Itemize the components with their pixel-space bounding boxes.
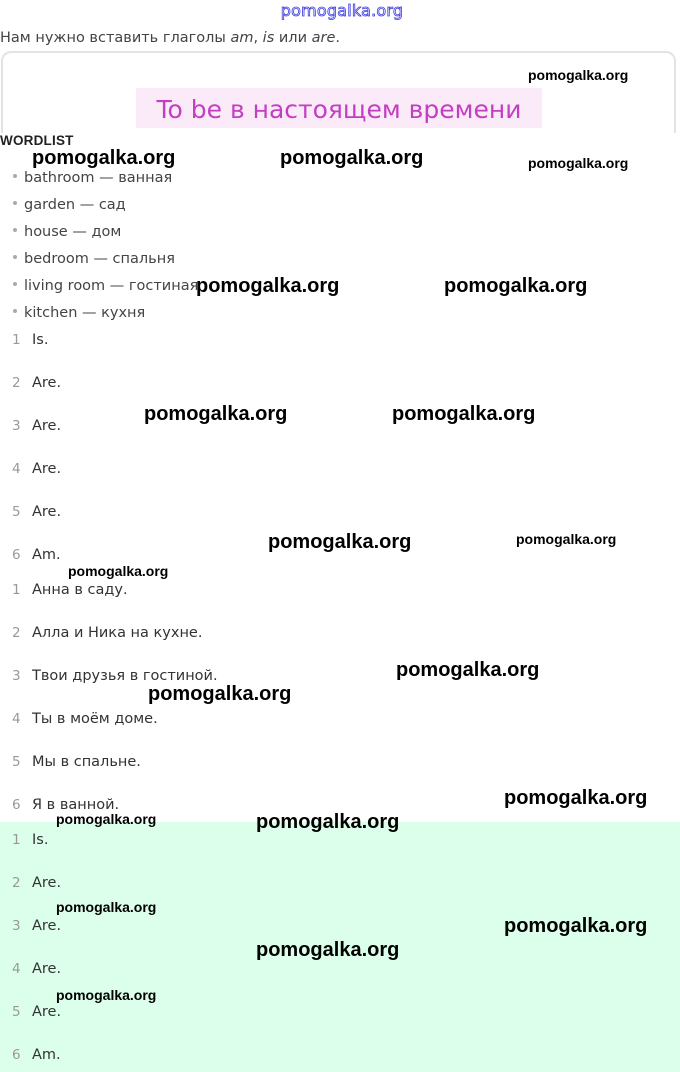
intro-sep: , [253, 30, 263, 46]
answer-text: Are. [32, 918, 62, 934]
watermark: pomogalka.org [392, 403, 536, 425]
translation-text: Я в ванной. [32, 797, 120, 813]
answer-row [12, 332, 48, 348]
answer-row [12, 1004, 61, 1020]
answer-row [12, 418, 61, 434]
wordlist-item [13, 224, 121, 240]
answer-number: 5 [12, 1004, 21, 1020]
site-logo[interactable]: pomogalka.org [280, 1, 404, 20]
bullet-icon [13, 228, 17, 232]
wordlist-label: WORDLIST [0, 133, 74, 148]
answer-row [12, 832, 48, 848]
wordlist-item-text: bathroom — ванная [24, 170, 173, 186]
intro-text [0, 30, 340, 46]
intro-before: Нам нужно вставить глаголы [0, 30, 231, 46]
answer-text: Are. [32, 418, 62, 434]
wordlist-item-text: bedroom — спальня [24, 251, 175, 267]
watermark: pomogalka.org [256, 939, 400, 961]
answer-text: Are. [32, 961, 62, 977]
answer-row [12, 547, 61, 563]
answer-row [12, 375, 61, 391]
answer-text: Are. [32, 461, 62, 477]
translation-number: 1 [12, 582, 21, 598]
translation-number: 3 [12, 668, 21, 684]
answer-number: 6 [12, 547, 21, 563]
answer-number: 1 [12, 832, 21, 848]
answer-text: Am. [32, 547, 61, 563]
intro-after: . [335, 30, 340, 46]
answer-text: Are. [32, 875, 62, 891]
answer-text: Is. [32, 332, 49, 348]
answer-number: 4 [12, 961, 21, 977]
watermark: pomogalka.org [196, 275, 340, 297]
translation-row [12, 711, 158, 727]
wordlist-item [13, 197, 126, 213]
topic-title: To be в настоящем времени [136, 88, 542, 128]
bullet-icon [13, 282, 17, 286]
translation-number: 2 [12, 625, 21, 641]
translation-text: Мы в спальне. [32, 754, 141, 770]
watermark: pomogalka.org [396, 659, 540, 681]
translation-text: Анна в саду. [32, 582, 128, 598]
watermark: pomogalka.org [444, 275, 588, 297]
bullet-icon [13, 309, 17, 313]
answer-number: 1 [12, 332, 21, 348]
answer-number: 2 [12, 375, 21, 391]
watermark: pomogalka.org [56, 987, 157, 1003]
translation-number: 5 [12, 754, 21, 770]
answer-number: 3 [12, 418, 21, 434]
translation-text: Алла и Ника на кухне. [32, 625, 203, 641]
watermark: pomogalka.org [516, 531, 617, 547]
wordlist-item [13, 305, 145, 321]
answer-number: 3 [12, 918, 21, 934]
bullet-icon [13, 174, 17, 178]
answer-text: Are. [32, 1004, 62, 1020]
watermark: pomogalka.org [144, 403, 288, 425]
watermark: pomogalka.org [280, 147, 424, 169]
translation-number: 4 [12, 711, 21, 727]
wordlist-item-text: garden — сад [24, 197, 126, 213]
watermark: pomogalka.org [528, 67, 629, 83]
translation-row [12, 754, 141, 770]
answer-row [12, 461, 61, 477]
answer-text: Is. [32, 832, 49, 848]
watermark: pomogalka.org [68, 563, 169, 579]
wordlist-item [13, 251, 175, 267]
answer-row [12, 504, 61, 520]
answer-text: Am. [32, 1047, 61, 1063]
answer-row [12, 918, 61, 934]
watermark: pomogalka.org [504, 787, 648, 809]
bullet-icon [13, 201, 17, 205]
translation-number: 6 [12, 797, 21, 813]
intro-sep: или [274, 30, 312, 46]
intro-word-are: are [311, 30, 336, 46]
wordlist-item-text: kitchen — кухня [24, 305, 146, 321]
answer-number: 2 [12, 875, 21, 891]
intro-word-is: is [262, 30, 275, 46]
watermark: pomogalka.org [268, 531, 412, 553]
answer-row [12, 1047, 61, 1063]
wordlist-item [13, 278, 198, 294]
watermark: pomogalka.org [56, 899, 157, 915]
answer-row [12, 875, 61, 891]
watermark: pomogalka.org [56, 811, 157, 827]
wordlist-item [13, 170, 172, 186]
watermark: pomogalka.org [148, 683, 292, 705]
wordlist-item-text: living room — гостиная [24, 278, 199, 294]
answer-text: Are. [32, 375, 62, 391]
answer-text: Are. [32, 504, 62, 520]
watermark: pomogalka.org [528, 155, 629, 171]
translation-row [12, 668, 218, 684]
translation-row [12, 582, 128, 598]
watermark: pomogalka.org [256, 811, 400, 833]
watermark: pomogalka.org [32, 147, 176, 169]
answer-number: 6 [12, 1047, 21, 1063]
translation-text: Твои друзья в гостиной. [32, 668, 218, 684]
translation-row [12, 625, 202, 641]
bullet-icon [13, 255, 17, 259]
answer-row [12, 961, 61, 977]
watermark: pomogalka.org [504, 915, 648, 937]
intro-word-am: am [230, 30, 254, 46]
answer-number: 4 [12, 461, 21, 477]
wordlist-item-text: house — дом [24, 224, 122, 240]
answer-number: 5 [12, 504, 21, 520]
translation-text: Ты в моём доме. [32, 711, 158, 727]
